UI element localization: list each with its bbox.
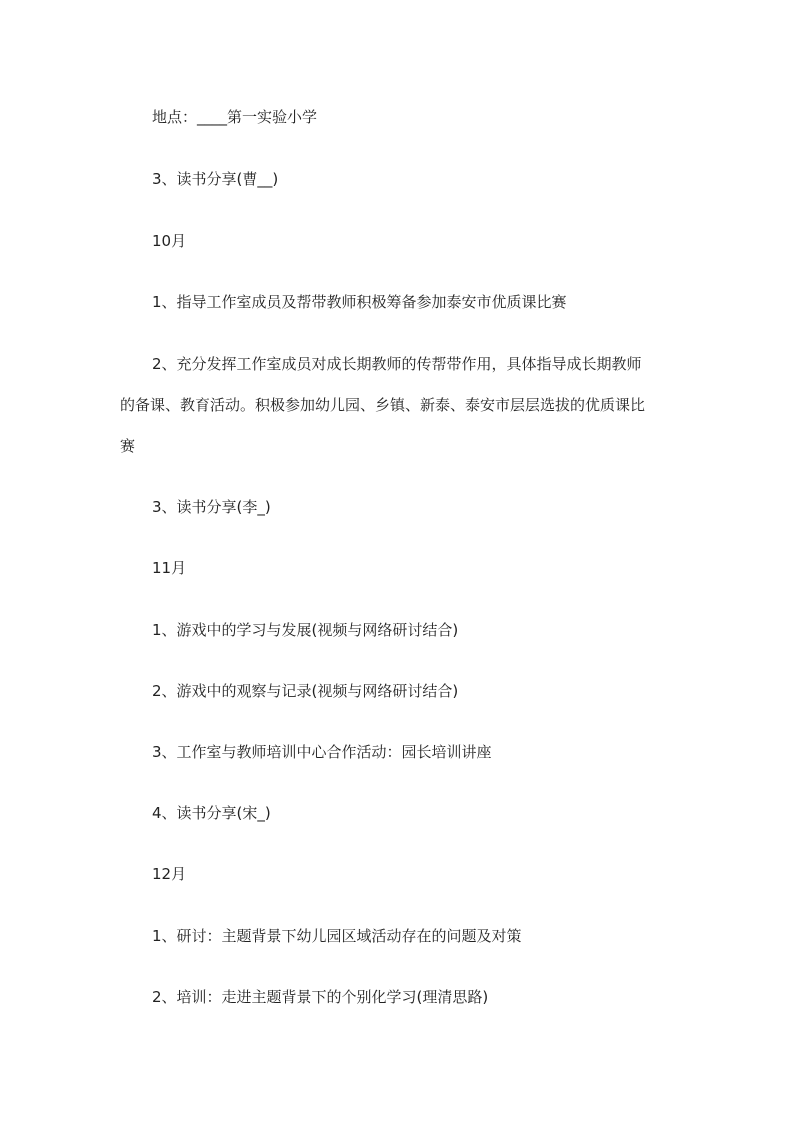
december-item-2: 2、培训：走进主题背景下的个别化学习(理清思路) [152, 988, 489, 1006]
reading-share-li: 3、读书分享(李_) [152, 498, 271, 516]
month-heading-december: 12月 [152, 865, 187, 883]
october-item-2-line-2: 的备课、教育活动。积极参加幼儿园、乡镇、新泰、泰安市层层选拔的优质课比 [120, 396, 646, 414]
month-heading-october: 10月 [152, 232, 187, 250]
october-item-2-line-1: 2、充分发挥工作室成员对成长期教师的传帮带作用，具体指导成长期教师 [152, 355, 642, 373]
reading-share-cao: 3、读书分享(曹__) [152, 170, 279, 188]
october-item-2-line-3: 赛 [120, 437, 136, 455]
october-item-1: 1、指导工作室成员及帮带教师积极筹备参加泰安市优质课比赛 [152, 293, 567, 311]
location-line: 地点：____第一实验小学 [152, 108, 318, 126]
month-heading-november: 11月 [152, 559, 187, 577]
november-item-2: 2、游戏中的观察与记录(视频与网络研讨结合) [152, 682, 459, 700]
december-item-1: 1、研讨：主题背景下幼儿园区域活动存在的问题及对策 [152, 927, 522, 945]
reading-share-song: 4、读书分享(宋_) [152, 804, 271, 822]
november-item-3: 3、工作室与教师培训中心合作活动：园长培训讲座 [152, 743, 492, 761]
november-item-1: 1、游戏中的学习与发展(视频与网络研讨结合) [152, 621, 459, 639]
